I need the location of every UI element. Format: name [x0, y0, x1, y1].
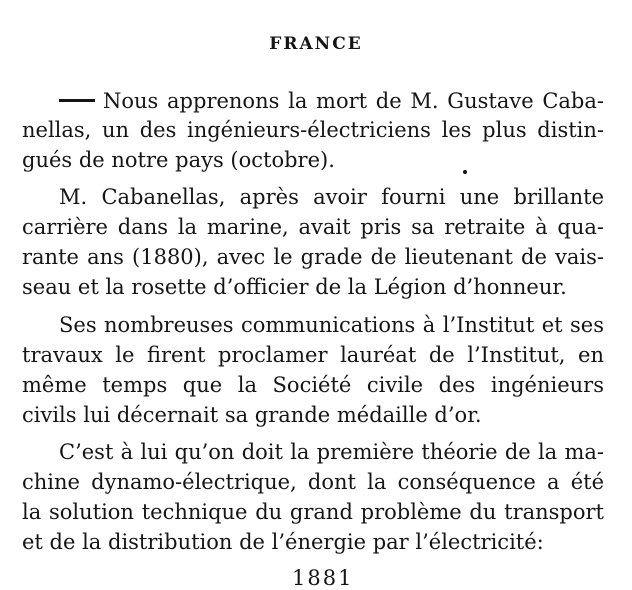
paragraph-1-line-3: gués de notre pays (octobre).: [22, 148, 335, 172]
footer-fragment-text: 1881: [292, 566, 354, 590]
cut-off-footer-text: [292, 566, 354, 590]
section-heading: FRANCE: [269, 34, 363, 54]
paragraph-2-line-2: carrière dans la marine, avait pris sa retraite à qua-: [22, 215, 604, 239]
paragraph-1-line-1-text: Nous apprenons la mort de M. Gustave Caba-: [103, 89, 604, 113]
paragraph-3-line-1: Ses nombreuses communications à l’Institut et ses: [59, 313, 604, 337]
paragraph-3-line-2: travaux le firent proclamer lauréat de l’Institut, en: [22, 343, 604, 367]
paragraph-2-line-3: rante ans (1880), avec le grade de lieutenant de vais-: [22, 245, 604, 269]
paragraph-4-line-2: chine dynamo-électrique, dont la conséquence a été: [22, 470, 604, 494]
paragraph-1-line-2: nellas, un des ingénieurs-électriciens les plus distin-: [22, 118, 604, 142]
paragraph-3-line-4: civils lui décernait sa grande médaille d’or.: [22, 403, 482, 427]
paragraph-3-line-3: même temps que la Société civile des ingénieurs: [22, 373, 604, 397]
paragraph-4-line-4: et de la distribution de l’énergie par l’électricité:: [22, 530, 544, 554]
paragraph-4-line-1: C’est à lui qu’on doit la première théorie de la ma-: [59, 440, 604, 464]
em-dash-mark: [59, 99, 95, 102]
paragraph-2-line-1: M. Cabanellas, après avoir fourni une brillante: [59, 185, 604, 209]
paragraph-2-line-4: seau et la rosette d’officier de la Légion d’honneur.: [22, 275, 567, 299]
paragraph-1-line-1: [59, 87, 604, 115]
stray-ink-dot: [463, 170, 467, 174]
paragraph-4-line-3: la solution technique du grand problème du transport: [22, 500, 604, 524]
